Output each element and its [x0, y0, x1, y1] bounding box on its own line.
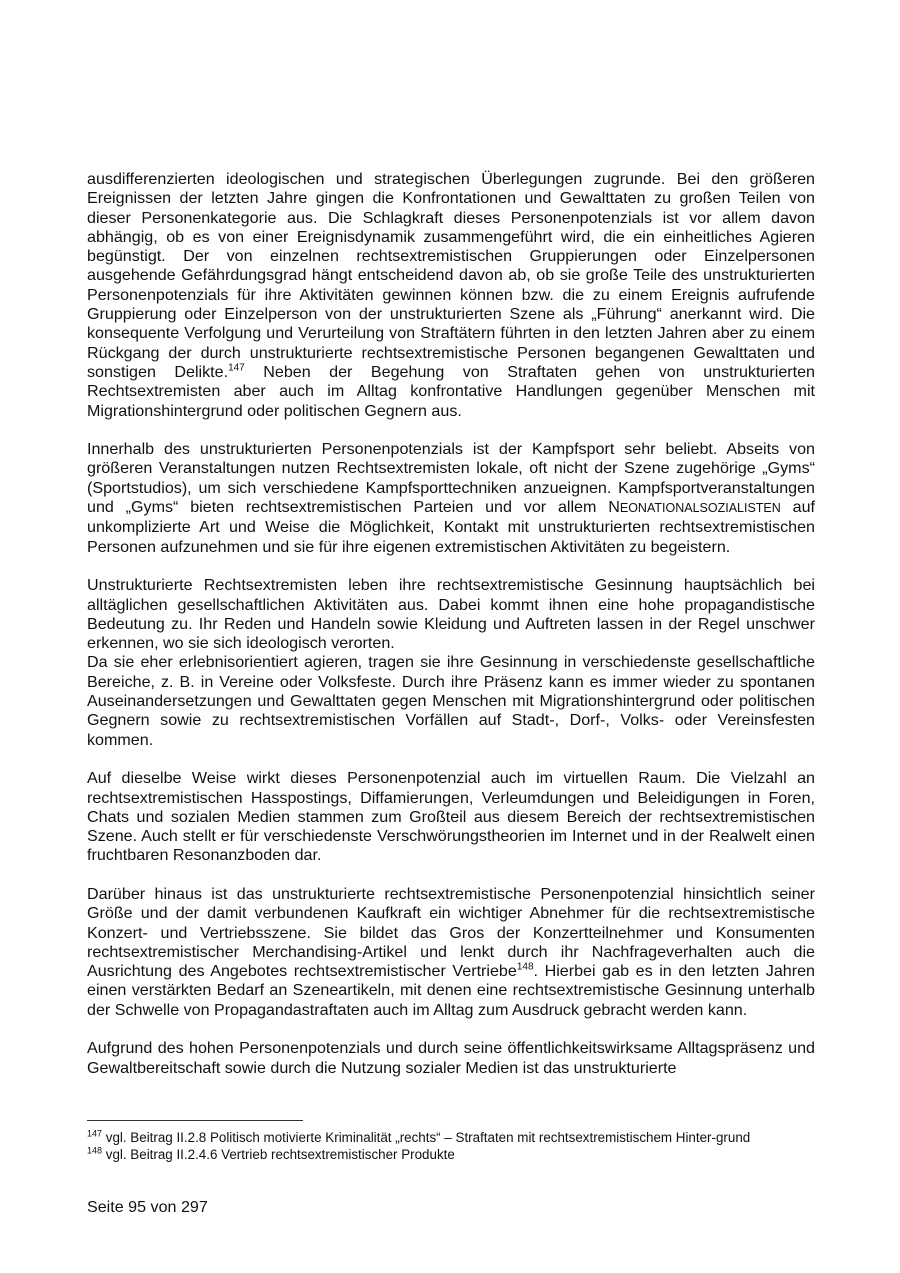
footnote-147 — [87, 1129, 815, 1146]
paragraph-1-text-a: ausdifferenzierten ideologischen und strategischen Überlegungen zugrunde. Bei den größeren Ereignissen der letzten Jahre gingen die Konfrontationen und Gewalttaten zu großen Teilen von dieser Personenkategorie aus. Die Schlagkraft dieses Personenpotenzials ist vor allem davon abhängig, ob es von einer Ereignisdynamik zusammengeführt wird, die ein einheitliches Agieren begünstigt. Der von einzelnen rechtsextremistischen Gruppierungen oder Einzelpersonen ausgehende Gefährdungsgrad hängt entscheidend davon ab, ob sie große Teile des unstrukturierten Personenpotenzials für ihre Aktivitäten gewinnen können bzw. die zu einem Ereignis aufrufende Gruppierung oder Einzelperson von der unstrukturierten Szene als „Führung“ anerkannt wird. Die konsequente Verfolgung und Verurteilung von Straftätern führten in den letzten Jahren aber zu einem Rückgang der durch unstrukturierte rechtsextremistische Personen begangenen Gewalttaten und sonstigen Delikte. — [87, 170, 815, 381]
paragraph-4: Da sie eher erlebnisorientiert agieren, tragen sie ihre Gesinnung in verschiedenste gesellschaftliche Bereiche, z. B. in Vereine oder Volksfeste. Durch ihre Präsenz kann es immer wieder zu spontanen Auseinandersetzungen und Gewalttaten gegen Menschen mit Migrationshintergrund oder politischen Gegnern sowie zu rechtsextremistischen Vorfällen auf Stadt-, Dorf-, Volks- oder Vereinsfesten kommen. — [87, 653, 815, 749]
paragraph-6-text-b: . Hierbei gab es in den letzten Jahren einen verstärkten Bedarf an Szeneartikeln, mit denen eine rechtsextremistische Gesinnung unterhalb der Schwelle von Propagandastraftaten auch im Alltag zum Ausdruck gebracht werden kann. — [87, 962, 816, 1019]
paragraph-2-text-a: Innerhalb des unstrukturierten Personenpotenzials ist der Kampfsport sehr beliebt. Abseits von größeren Veranstaltungen nutzen Rechtsextremisten lokale, oft nicht der Szene zugehörige „Gyms“ (Sportstudios), um sich verschiedene Kampfsporttechniken anzueignen. Kampfsportveranstaltungen und „Gyms“ bieten rechtsextremistischen Parteien und vor allem — [87, 440, 815, 517]
paragraph-1-text-b: Neben der Begehung von Straftaten gehen von unstrukturierten Rechtsextremisten aber auch im Alltag konfrontative Handlungen gegenüber Menschen mit Migrationshintergrund oder politischen Gegnern aus. — [87, 362, 816, 420]
paragraph-1 — [87, 170, 815, 421]
footnote-separator — [87, 1120, 303, 1121]
paragraph-3: Unstrukturierte Rechtsextremisten leben ihre rechtsextremistische Gesinnung hauptsächlich bei alltäglichen gesellschaftlichen Aktivitäten aus. Dabei kommt ihnen eine hohe propagandistische Bedeutung zu. Ihr Reden und Handeln sowie Kleidung und Auftreten lassen in der Regel unschwer erkennen, wo sie sich ideologisch verorten. — [87, 576, 815, 653]
footnote-148 — [87, 1146, 815, 1163]
main-text — [87, 170, 815, 1078]
paragraph-6-text-a: Darüber hinaus ist das unstrukturierte rechtsextremistische Personenpotenzial hinsichtlich seiner Größe und der damit verbundenen Kaufkraft ein wichtiger Abnehmer für die rechtsextremistische Konzert- und Vertriebsszene. Sie bildet das Gros der Konzertteilnehmer und Konsumenten rechtsextremistischer Merchandising-Artikel und lenkt durch ihr Nachfrageverhalten auch die Ausrichtung des Angebotes rechtsextremistischer Vertriebe — [87, 884, 815, 981]
paragraph-5: Auf dieselbe Weise wirkt dieses Personenpotenzial auch im virtuellen Raum. Die Vielzahl an rechtsextremistischen Hasspostings, Diffamierungen, Verleumdungen und Beleidigungen in Foren, Chats und sozialen Medien stammen zum Großteil aus diesem Bereich der rechtsextremistischen Szene. Auch stellt er für verschiedenste Verschwörungstheorien im Internet und in der Realwelt einen fruchtbaren Resonanzboden dar. — [87, 769, 815, 865]
footnote-text: vgl. Beitrag II.2.8 Politisch motivierte Kriminalität „rechts“ – Straftaten mit rechtsextremistischem Hinter-grund — [102, 1130, 751, 1145]
footnote-ref-148[interactable]: 148 — [516, 961, 534, 973]
footnote-number: 148 — [87, 1145, 103, 1156]
paragraph-7: Aufgrund des hohen Personenpotenzials und durch seine öffentlichkeitswirksame Alltagspräsenz und Gewaltbereitschaft sowie durch die Nutzung sozialer Medien ist das unstrukturierte — [87, 1039, 815, 1077]
footnote-number: 147 — [87, 1128, 103, 1139]
paragraph-2-text-b: auf unkomplizierte Art und Weise die Möglichkeit, Kontakt mit unstrukturierten rechtsextremistischen Personen aufzunehmen und sie für ihre eigenen extremistischen Aktivitäten zu begeistern. — [87, 498, 815, 556]
paragraph-6 — [87, 885, 815, 1020]
page-number: Seite 95 von 297 — [87, 1198, 208, 1216]
footnote-text: vgl. Beitrag II.2.4.6 Vertrieb rechtsextremistischer Produkte — [102, 1147, 455, 1162]
footnotes — [87, 1129, 815, 1163]
footnote-ref-147[interactable]: 147 — [228, 362, 245, 374]
smallcaps-term-initial: N — [608, 498, 620, 517]
smallcaps-term-rest: EONATIONALSOZIALISTEN — [619, 501, 781, 516]
paragraph-2 — [87, 440, 815, 557]
